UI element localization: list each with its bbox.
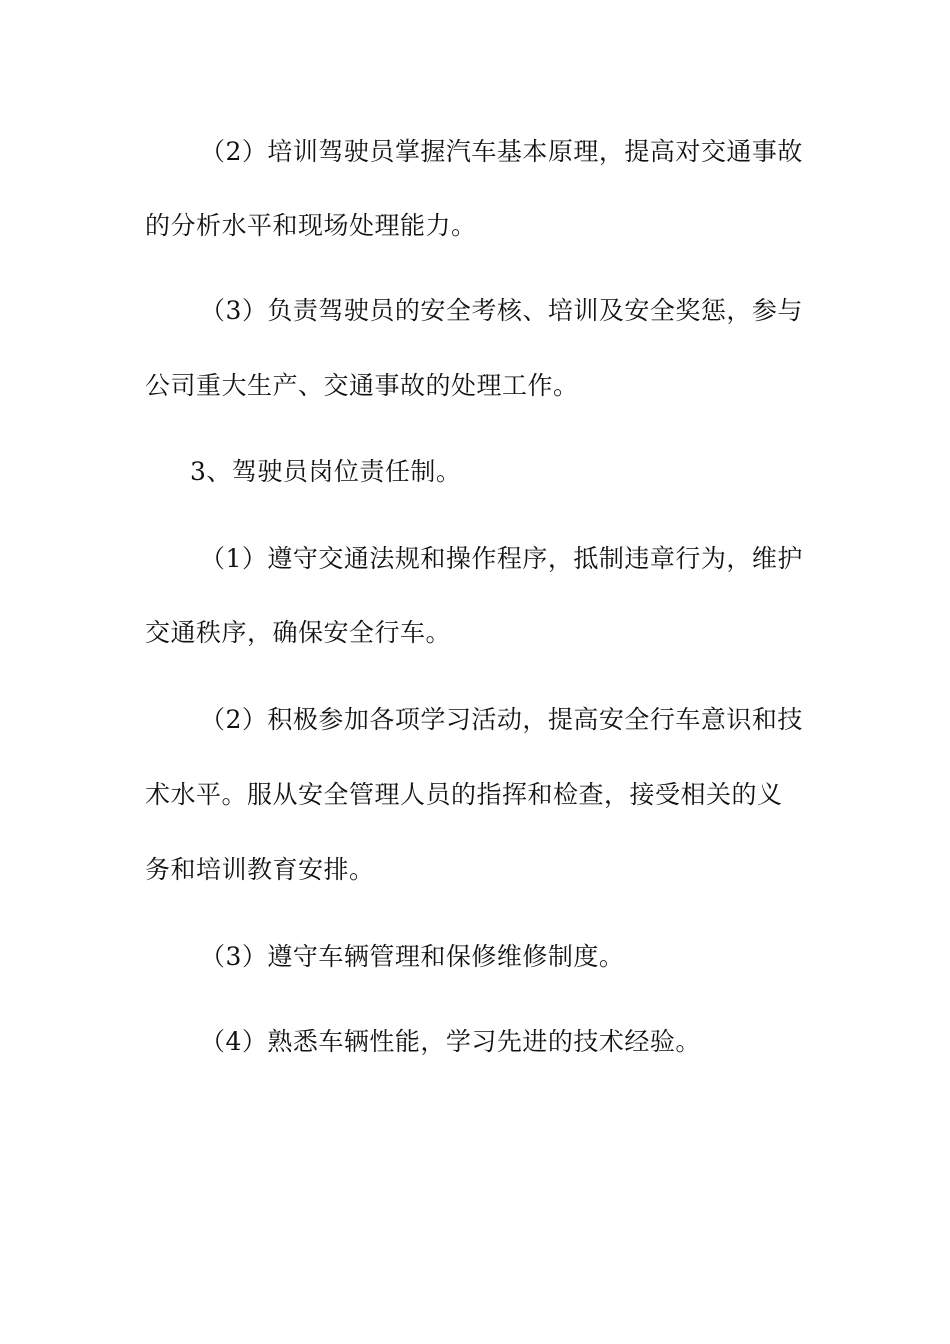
paragraph-line: 交通秩序，确保安全行车。 [145, 618, 452, 647]
paragraph-line: （4）熟悉车辆性能，学习先进的技术经验。 [200, 1027, 701, 1056]
section-heading: 3、驾驶员岗位责任制。 [190, 457, 462, 486]
paragraph-line: 的分析水平和现场处理能力。 [145, 211, 477, 240]
paragraph-line: 术水平。服从安全管理人员的指挥和检查，接受相关的义 [145, 780, 783, 809]
paragraph-line: 务和培训教育安排。 [145, 855, 375, 884]
paragraph-line: 公司重大生产、交通事故的处理工作。 [145, 371, 579, 400]
paragraph-line: （3）负责驾驶员的安全考核、培训及安全奖惩，参与 [200, 296, 803, 325]
paragraph-line: （2）积极参加各项学习活动，提高安全行车意识和技 [200, 705, 803, 734]
paragraph-line: （2）培训驾驶员掌握汽车基本原理，提高对交通事故 [200, 137, 803, 166]
paragraph-line: （1）遵守交通法规和操作程序，抵制违章行为，维护 [200, 544, 803, 573]
paragraph-line: （3）遵守车辆管理和保修维修制度。 [200, 942, 625, 971]
